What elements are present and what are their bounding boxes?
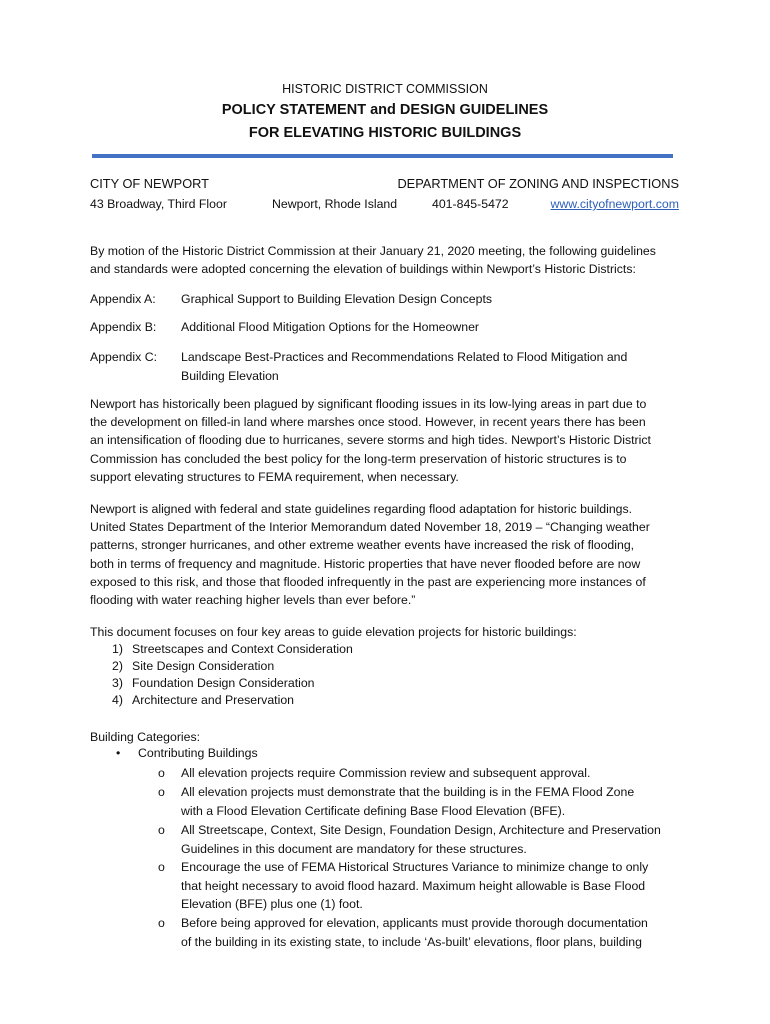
appendix-label: Appendix A:	[90, 292, 156, 306]
paragraph-line: United States Department of the Interior Memorandum dated November 18, 2019 – “Changing weather	[90, 520, 650, 535]
sub-bullet-line: with a Flood Elevation Certificate defining Base Flood Elevation (BFE).	[181, 803, 566, 818]
list-text: Streetscapes and Context Consideration	[132, 642, 353, 656]
paragraph-line: Newport is aligned with federal and state guidelines regarding flood adaptation for historic buildings.	[90, 502, 633, 516]
list-number: 1)	[112, 642, 123, 656]
sub-bullet-line: of the building in its existing state, to include ‘As-built’ elevations, floor plans, building	[181, 934, 642, 949]
city-name: CITY OF NEWPORT	[90, 176, 209, 191]
sub-bullet-text	[181, 821, 661, 858]
sub-bullet-line: Before being approved for elevation, applicants must provide thorough documentation	[181, 916, 648, 930]
commission-name: HISTORIC DISTRICT COMMISSION	[282, 82, 488, 96]
sub-bullet-marker: o	[158, 766, 165, 780]
website-link[interactable]: www.cityofnewport.com	[550, 197, 679, 211]
paragraph-line: both in terms of frequency and magnitude. Historic properties that have never flooded before are now	[90, 556, 641, 571]
title-divider	[92, 154, 673, 158]
paragraph-line: patterns, stronger hurricanes, and other extreme weather events have increased the risk of flooding,	[90, 538, 635, 553]
paragraph-line: Commission has concluded the best policy for the long-term preservation of historic structures is to	[90, 451, 627, 466]
bullet-marker: •	[116, 746, 121, 760]
guidelines-paragraph	[90, 500, 690, 609]
list-text: Foundation Design Consideration	[132, 676, 315, 690]
appendix-label: Appendix B:	[90, 320, 157, 334]
intro-line: By motion of the Historic District Commission at their January 21, 2020 meeting, the following guidelines	[90, 244, 656, 258]
sub-bullet-marker: o	[158, 860, 165, 874]
list-number: 2)	[112, 659, 123, 673]
list-number: 3)	[112, 676, 123, 690]
appendix-text-continued: Building Elevation	[181, 369, 279, 383]
list-text: Architecture and Preservation	[132, 693, 294, 707]
sub-bullet-line: All Streetscape, Context, Site Design, Foundation Design, Architecture and Preservation	[181, 823, 661, 837]
title-line-2: FOR ELEVATING HISTORIC BUILDINGS	[248, 125, 522, 141]
intro-paragraph	[90, 242, 690, 278]
sub-bullet-text	[181, 914, 648, 951]
list-number: 4)	[112, 693, 123, 707]
paragraph-line: an intensification of flooding due to hurricanes, severe storms and high tides. Newport’s Historic District	[90, 433, 651, 448]
sub-bullet-marker: o	[158, 823, 165, 837]
paragraph-line: the development on filled-in land where marshes once stood. However, in recent years there has been	[90, 415, 646, 430]
paragraph-line: Newport has historically been plagued by significant flooding issues in its low-lying areas in part due to	[90, 397, 647, 411]
appendix-text: Landscape Best-Practices and Recommendations Related to Flood Mitigation and	[181, 350, 628, 364]
department-name: DEPARTMENT OF ZONING AND INSPECTIONS	[397, 176, 679, 191]
bullet-text: Contributing Buildings	[138, 746, 258, 760]
categories-heading: Building Categories:	[90, 730, 201, 744]
sub-bullet-line: All elevation projects must demonstrate that the building is in the FEMA Flood Zone	[181, 785, 635, 799]
sub-bullet-line: Elevation (BFE) plus one (1) foot.	[181, 897, 363, 911]
appendix-text: Additional Flood Mitigation Options for the Homeowner	[181, 320, 480, 334]
street-address: 43 Broadway, Third Floor	[90, 197, 227, 211]
title-line-1: POLICY STATEMENT and DESIGN GUIDELINES	[221, 102, 549, 118]
appendix-label: Appendix C:	[90, 350, 157, 364]
sub-bullet-line: Guidelines in this document are mandatory for these structures.	[181, 841, 527, 856]
phone-number: 401-845-5472	[432, 197, 509, 211]
city-state: Newport, Rhode Island	[272, 197, 398, 211]
background-paragraph	[90, 395, 690, 486]
sub-bullet-line: All elevation projects require Commission review and subsequent approval.	[181, 766, 591, 780]
intro-line: and standards were adopted concerning the elevation of buildings within Newport’s Historic Districts:	[90, 262, 636, 277]
list-text: Site Design Consideration	[132, 659, 275, 673]
sub-bullet-line: Encourage the use of FEMA Historical Structures Variance to minimize change to only	[181, 860, 649, 874]
paragraph-line: exposed to this risk, and those that flooded infrequently in the past are experiencing more instances of	[90, 574, 646, 589]
paragraph-line: flooding with water reaching higher levels than ever before.”	[90, 593, 416, 608]
paragraph-line: support elevating structures to FEMA requirement, when necessary.	[90, 469, 459, 484]
sub-bullet-marker: o	[158, 785, 165, 799]
appendix-text: Graphical Support to Building Elevation Design Concepts	[181, 292, 493, 306]
focus-intro: This document focuses on four key areas to guide elevation projects for historic buildings:	[90, 625, 577, 639]
sub-bullet-text	[181, 764, 590, 783]
sub-bullet-line: that height necessary to avoid flood hazard. Maximum height allowable is Base Flood	[181, 878, 646, 893]
sub-bullet-text	[181, 783, 634, 820]
sub-bullet-marker: o	[158, 916, 165, 930]
sub-bullet-text	[181, 858, 648, 914]
